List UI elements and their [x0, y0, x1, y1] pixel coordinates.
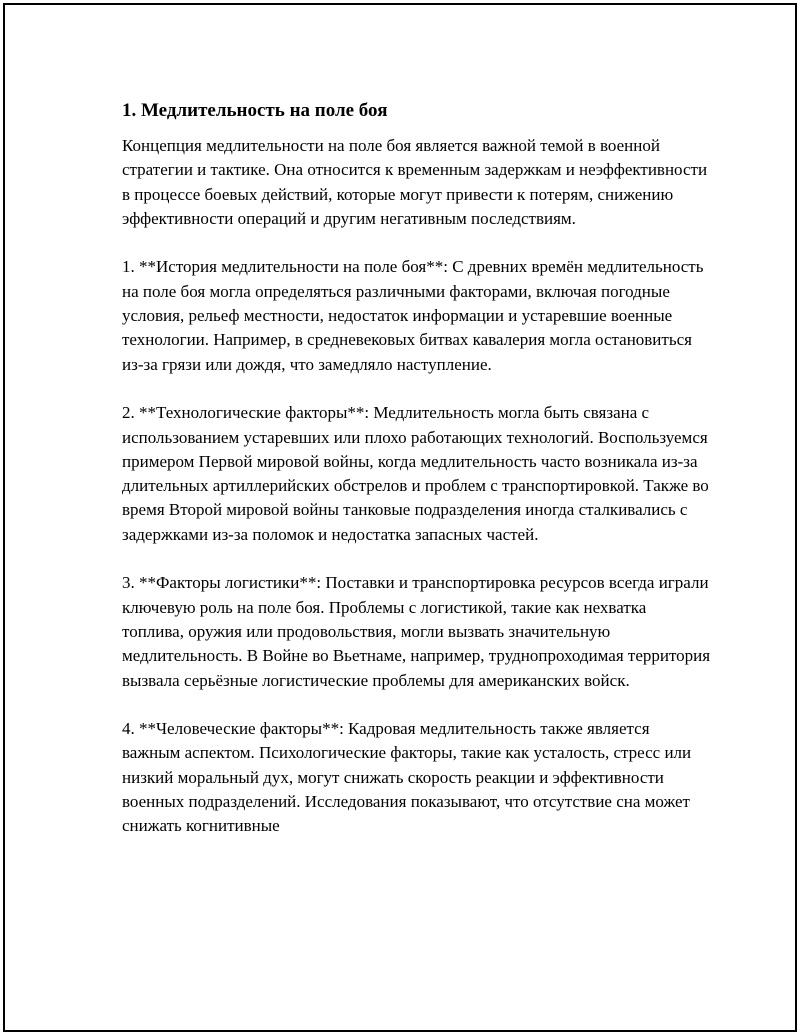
section-heading: 1. Медлительность на поле боя	[122, 100, 388, 121]
page-frame	[3, 3, 797, 1032]
paragraph-intro: Концепция медлительности на поле боя является важной темой в военной стратегии и тактике. Она относится к временным задержкам и неэффективности в процессе боевых действий, которые могут привести к потерям, снижению эффективности операций и другим негативным последствиям.	[122, 136, 708, 228]
paragraph-human-factors: 4. **Человеческие факторы**: Кадровая медлительность также является важным аспектом. Психологические факторы, такие как усталость, стресс или низкий моральный дух, могут снижать скорость реакции и эффективности военных подразделений. Исследования показывают, что отсутствие сна может снижать когнитивные	[122, 719, 692, 836]
paragraph-logistics: 3. **Факторы логистики**: Поставки и транспортировка ресурсов всегда играли ключевую роль на поле боя. Проблемы с логистикой, такие как нехватка топлива, оружия или продовольствия, могли вызвать значительную медлительность. В Войне во Вьетнаме, например, труднопроходимая территория вызвала серьёзные логистические проблемы для американских войск.	[122, 573, 711, 690]
paragraph-technology: 2. **Технологические факторы**: Медлительность могла быть связана с использованием устаревших или плохо работающих технологий. Воспользуемся примером Первой мировой войны, когда медлительность часто возникала из-за длительных артиллерийских обстрелов и проблем с транспортировкой. Также во время Второй мировой войны танковые подразделения иногда сталкивались с задержками из-за поломок и недостатка запасных частей.	[122, 403, 709, 544]
document-body	[122, 93, 712, 839]
paragraph-history: 1. **История медлительности на поле боя**: С древних времён медлительность на поле боя могла определяться различными факторами, включая погодные условия, рельеф местности, недостаток информации и устаревшие военные технологии. Например, в средневековых битвах кавалерия могла остановиться из-за грязи или дождя, что замедляло наступление.	[122, 257, 704, 374]
